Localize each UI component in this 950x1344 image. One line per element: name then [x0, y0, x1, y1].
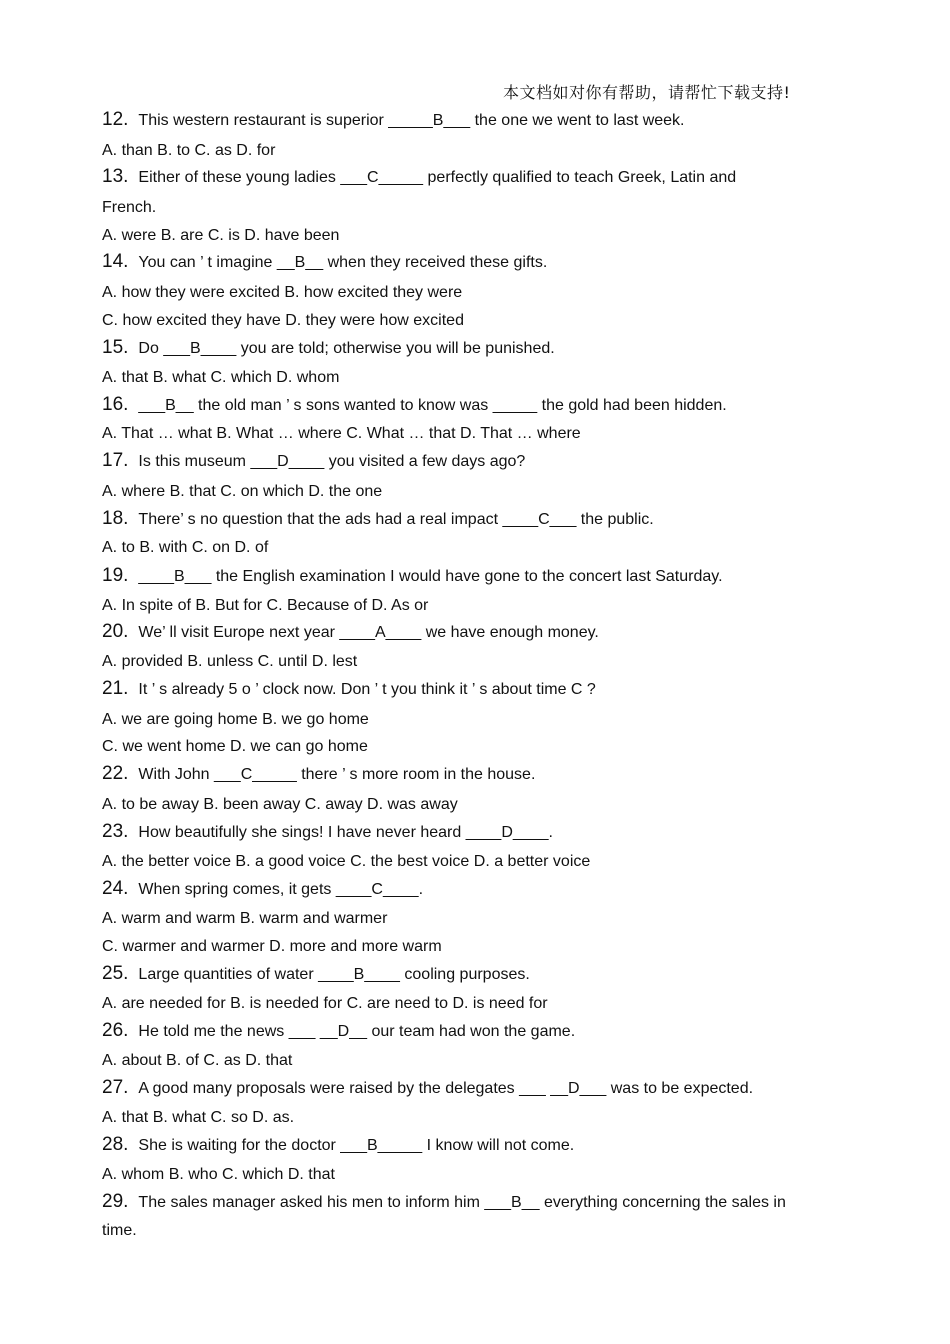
question-number: 25.: [102, 963, 129, 984]
options-text: A. than B. to C. as D. for: [102, 142, 276, 159]
question-text: Either of these young ladies ___C_____ perfectly qualified to teach Greek, Latin and: [138, 169, 737, 186]
question-number: 21.: [102, 678, 129, 699]
options-16: [102, 424, 848, 444]
options-21-cd: [102, 737, 848, 757]
options-19: [102, 596, 848, 616]
question-28: [102, 1135, 848, 1156]
question-text: How beautifully she sings! I have never heard ____D____.: [138, 824, 553, 841]
question-text: ___B__ the old man ’ s sons wanted to know was _____ the gold had been hidden.: [138, 397, 727, 414]
options-text: A. That … what B. What … where C. What … that D. That … where: [102, 425, 581, 442]
options-12: [102, 141, 848, 161]
options-text: A. to B. with C. on D. of: [102, 539, 269, 556]
options-26: [102, 1051, 848, 1071]
question-15: [102, 338, 848, 359]
options-28: [102, 1165, 848, 1185]
options-15: [102, 368, 848, 388]
question-text: Large quantities of water ____B____ cooling purposes.: [138, 966, 530, 983]
question-number: 26.: [102, 1020, 129, 1041]
options-text: A. are needed for B. is needed for C. are need to D. is need for: [102, 995, 548, 1012]
question-text: It ’ s already 5 o ’ clock now. Don ’ t you think it ’ s about time C ?: [138, 681, 596, 698]
question-24: [102, 879, 848, 900]
question-27: [102, 1078, 848, 1099]
options-text: A. the better voice B. a good voice C. the best voice D. a better voice: [102, 853, 591, 870]
options-24-cd: [102, 937, 848, 957]
question-text: We’ ll visit Europe next year ____A____ we have enough money.: [138, 624, 599, 641]
question-number: 28.: [102, 1134, 129, 1155]
options-text: A. warm and warm B. warm and warmer: [102, 910, 388, 927]
options-25: [102, 994, 848, 1014]
question-21: [102, 679, 848, 700]
question-17: [102, 451, 848, 472]
options-text: A. we are going home B. we go home: [102, 711, 369, 728]
question-13-continued: [102, 198, 848, 218]
question-text: With John ___C_____ there ’ s more room in the house.: [138, 766, 536, 783]
question-text: French.: [102, 199, 157, 216]
question-29: [102, 1192, 848, 1213]
question-number: 14.: [102, 251, 129, 272]
question-text: This western restaurant is superior _____B___ the one we went to last week.: [138, 112, 685, 129]
options-text: A. that B. what C. which D. whom: [102, 369, 340, 386]
question-number: 19.: [102, 565, 129, 586]
options-text: C. we went home D. we can go home: [102, 738, 368, 755]
options-27: [102, 1108, 848, 1128]
question-text: You can ’ t imagine __B__ when they received these gifts.: [138, 254, 548, 271]
question-number: 23.: [102, 821, 129, 842]
options-14-ab: [102, 283, 848, 303]
question-number: 29.: [102, 1191, 129, 1212]
options-text: A. how they were excited B. how excited they were: [102, 284, 463, 301]
question-26: [102, 1021, 848, 1042]
question-text: Is this museum ___D____ you visited a few days ago?: [138, 453, 526, 470]
options-24-ab: [102, 909, 848, 929]
question-29-continued: [102, 1221, 848, 1241]
options-21-ab: [102, 710, 848, 730]
options-14-cd: [102, 311, 848, 331]
options-17: [102, 482, 848, 502]
options-text: A. whom B. who C. which D. that: [102, 1166, 335, 1183]
question-text: Do ___B____ you are told; otherwise you will be punished.: [138, 340, 555, 357]
question-number: 22.: [102, 763, 129, 784]
question-number: 24.: [102, 878, 129, 899]
options-text: C. how excited they have D. they were how excited: [102, 312, 464, 329]
question-13: [102, 167, 848, 188]
question-12: [102, 110, 848, 131]
question-text: She is waiting for the doctor ___B_____ I know will not come.: [138, 1137, 575, 1154]
question-number: 27.: [102, 1077, 129, 1098]
question-number: 15.: [102, 337, 129, 358]
question-22: [102, 764, 848, 785]
header-note: 本文档如对你有帮助，请帮忙下载支持!: [503, 83, 791, 102]
question-number: 13.: [102, 166, 129, 187]
question-text: time.: [102, 1222, 137, 1239]
question-number: 18.: [102, 508, 129, 529]
options-text: A. where B. that C. on which D. the one: [102, 483, 383, 500]
question-text: A good many proposals were raised by the delegates ___ __D___ was to be expected.: [138, 1080, 754, 1097]
question-23: [102, 822, 848, 843]
question-text: There’ s no question that the ads had a real impact ____C___ the public.: [138, 511, 654, 528]
options-18: [102, 538, 848, 558]
question-19: [102, 566, 848, 587]
options-20: [102, 652, 848, 672]
question-number: 20.: [102, 621, 129, 642]
question-25: [102, 964, 848, 985]
question-number: 16.: [102, 394, 129, 415]
options-text: A. to be away B. been away C. away D. was away: [102, 796, 458, 813]
question-20: [102, 622, 848, 643]
question-14: [102, 252, 848, 273]
question-number: 17.: [102, 450, 129, 471]
options-text: A. In spite of B. But for C. Because of D. As or: [102, 597, 429, 614]
question-text: He told me the news ___ __D__ our team had won the game.: [138, 1023, 576, 1040]
question-text: ____B___ the English examination I would have gone to the concert last Saturday.: [138, 568, 723, 585]
question-18: [102, 509, 848, 530]
question-number: 12.: [102, 109, 129, 130]
options-text: C. warmer and warmer D. more and more warm: [102, 938, 442, 955]
options-13: [102, 226, 848, 246]
options-text: A. that B. what C. so D. as.: [102, 1109, 295, 1126]
question-text: The sales manager asked his men to inform him ___B__ everything concerning the sales in: [138, 1194, 786, 1211]
options-22: [102, 795, 848, 815]
question-text: When spring comes, it gets ____C____.: [138, 881, 424, 898]
options-23: [102, 852, 848, 872]
options-text: A. were B. are C. is D. have been: [102, 227, 340, 244]
question-16: [102, 395, 848, 416]
options-text: A. about B. of C. as D. that: [102, 1052, 293, 1069]
options-text: A. provided B. unless C. until D. lest: [102, 653, 358, 670]
